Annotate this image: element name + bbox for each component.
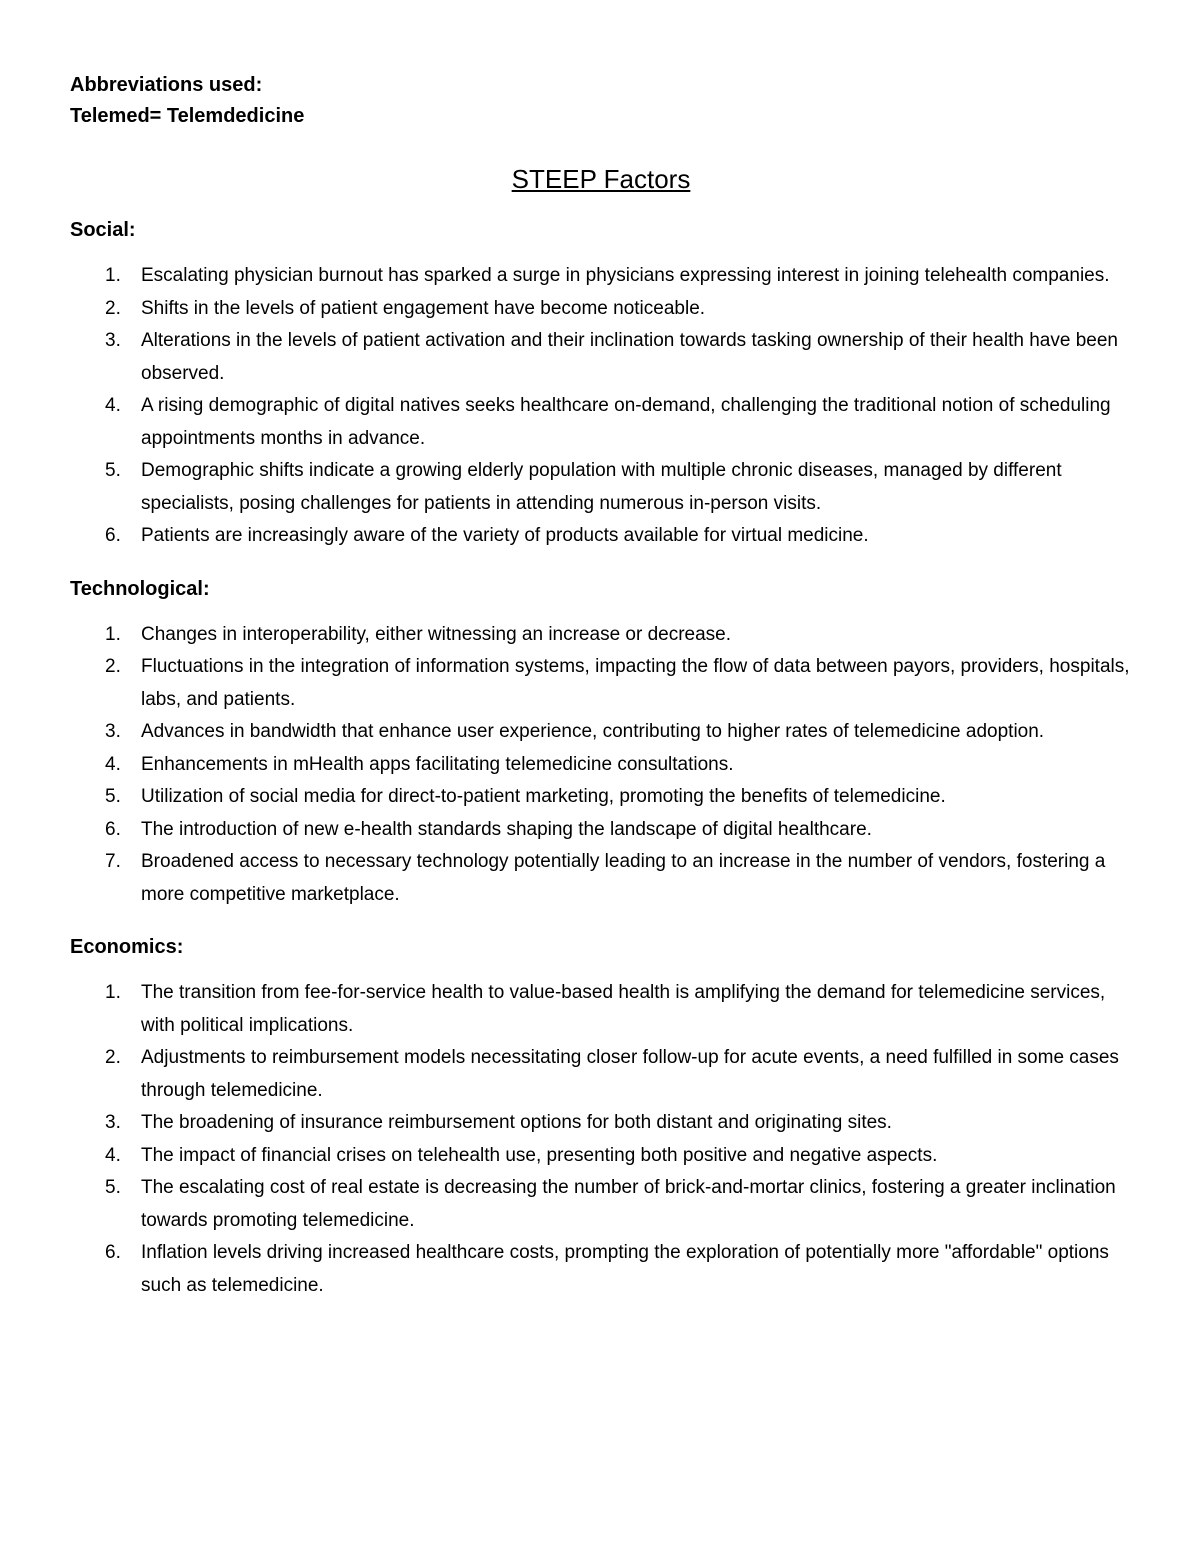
list-item	[70, 651, 1132, 716]
list-item	[70, 390, 1132, 455]
list-item-text: A rising demographic of digital natives seeks healthcare on-demand, challenging the traditional notion of scheduling appointments months in advance.	[141, 395, 1111, 449]
list-item	[70, 455, 1132, 520]
list-item-number: 6.	[105, 525, 121, 546]
list-item-number: 5.	[105, 786, 121, 807]
list-item	[70, 619, 1132, 652]
section-heading: Social:	[70, 219, 136, 241]
section-social	[70, 216, 1132, 553]
list-item	[70, 781, 1132, 814]
list-item-text: Adjustments to reimbursement models necessitating closer follow-up for acute events, a need fulfilled in some cases through telemedicine.	[141, 1047, 1119, 1101]
list-item-text: Patients are increasingly aware of the variety of products available for virtual medicine.	[141, 525, 869, 546]
list-item-text: Inflation levels driving increased healthcare costs, prompting the exploration of potentially more "affordable" options such as telemedicine.	[141, 1242, 1109, 1296]
list-item-text: Demographic shifts indicate a growing elderly population with multiple chronic diseases, managed by different specialists, posing challenges for patients in attending numerous in-person visits.	[141, 460, 1062, 514]
list-item-text: Escalating physician burnout has sparked a surge in physicians expressing interest in joining telehealth companies.	[141, 265, 1110, 286]
list-item-text: The broadening of insurance reimbursement options for both distant and originating sites.	[141, 1112, 892, 1133]
list-item-number: 1.	[105, 265, 121, 286]
list-item-number: 5.	[105, 1177, 121, 1198]
list-item-number: 7.	[105, 851, 121, 872]
list-item-text: Alterations in the levels of patient activation and their inclination towards tasking ownership of their health have been observed.	[141, 330, 1118, 384]
document-page	[70, 70, 1132, 1308]
list-item	[70, 520, 1132, 553]
list-item-number: 2.	[105, 1047, 121, 1068]
list-item	[70, 325, 1132, 390]
list-item	[70, 814, 1132, 847]
section-technological	[70, 575, 1132, 912]
document-title: STEEP Factors	[511, 164, 691, 194]
list-item-text: Enhancements in mHealth apps facilitating telemedicine consultations.	[141, 753, 734, 775]
list-item-number: 6.	[105, 818, 121, 840]
section-heading: Economics:	[70, 936, 184, 958]
list-item-number: 4.	[105, 395, 121, 416]
list-item	[70, 1107, 1132, 1140]
list-item	[70, 977, 1132, 1042]
list-item-number: 1.	[105, 982, 121, 1003]
list-item-number: 2.	[105, 656, 121, 677]
sections-container	[70, 216, 1132, 1302]
list-item-text: Advances in bandwidth that enhance user experience, contributing to higher rates of telemedicine adoption.	[141, 721, 1045, 742]
list-item-text: Broadened access to necessary technology potentially leading to an increase in the number of vendors, fostering a more competitive marketplace.	[141, 851, 1106, 905]
list-item-text: Shifts in the levels of patient engagement have become noticeable.	[141, 297, 706, 319]
list-item-text: Changes in interoperability, either witnessing an increase or decrease.	[141, 623, 732, 645]
list-item-number: 4.	[105, 1144, 121, 1166]
list-item-text: Fluctuations in the integration of information systems, impacting the flow of data between payors, providers, hospitals, labs, and patients.	[141, 656, 1130, 710]
list-item	[70, 1237, 1132, 1302]
numbered-list	[70, 977, 1132, 1302]
list-item-number: 5.	[105, 460, 121, 481]
list-item-number: 3.	[105, 721, 121, 742]
list-item	[70, 260, 1132, 293]
list-item	[70, 716, 1132, 749]
list-item	[70, 749, 1132, 782]
list-item-number: 1.	[105, 623, 121, 645]
abbreviations-entry: Telemed= Telemdedicine	[70, 105, 305, 127]
list-item-number: 4.	[105, 753, 121, 775]
list-item	[70, 1172, 1132, 1237]
list-item	[70, 1140, 1132, 1173]
abbreviations-heading: Abbreviations used:	[70, 74, 263, 96]
list-item-text: The escalating cost of real estate is decreasing the number of brick-and-mortar clinics, fostering a greater inclination towards promoting telemedicine.	[141, 1177, 1116, 1231]
numbered-list	[70, 619, 1132, 912]
list-item-text: The transition from fee-for-service health to value-based health is amplifying the demand for telemedicine services, with political implications.	[141, 982, 1106, 1036]
list-item	[70, 846, 1132, 911]
list-item	[70, 1042, 1132, 1107]
list-item-number: 3.	[105, 330, 121, 351]
numbered-list	[70, 260, 1132, 553]
list-item-text: The introduction of new e-health standards shaping the landscape of digital healthcare.	[141, 818, 872, 840]
list-item-number: 3.	[105, 1112, 121, 1133]
list-item-number: 6.	[105, 1242, 121, 1263]
section-economics	[70, 933, 1132, 1302]
list-item	[70, 293, 1132, 326]
list-item-text: Utilization of social media for direct-to-patient marketing, promoting the benefits of telemedicine.	[141, 786, 946, 807]
list-item-text: The impact of financial crises on telehealth use, presenting both positive and negative aspects.	[141, 1144, 938, 1166]
section-heading: Technological:	[70, 577, 210, 600]
list-item-number: 2.	[105, 297, 121, 319]
